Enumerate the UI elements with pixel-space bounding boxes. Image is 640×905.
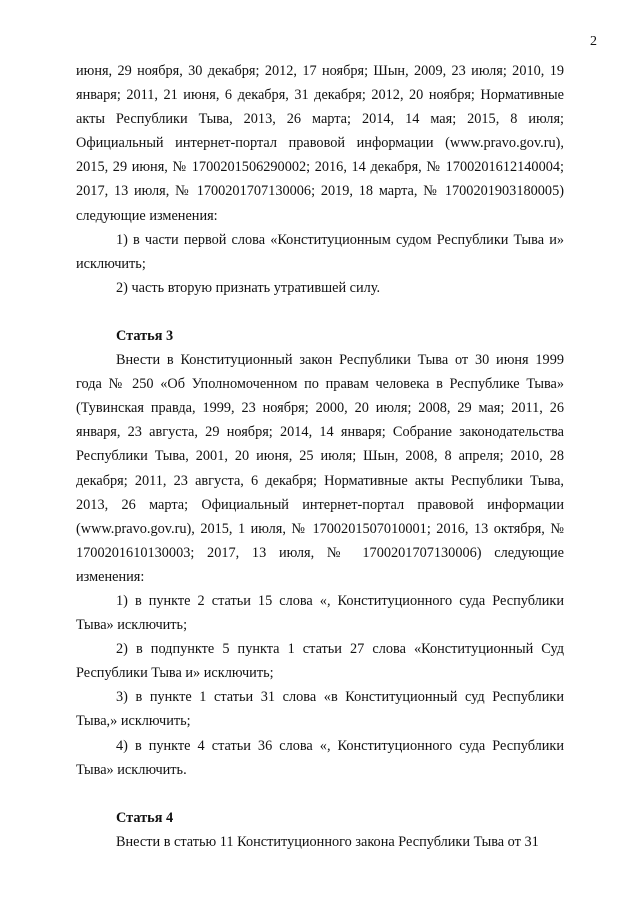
- paragraph: июня, 29 ноября, 30 декабря; 2012, 17 ноября; Шын, 2009, 23 июля; 2010, 19 января; 2011, 21 июня, 6 декабря, 31 декабря; 2012, 20 ноября; Нормативные акты Республики Тыва, 2013, 26 марта; 2014, 14 мая; 2015, 8 июля; Официальный интернет-портал правовой информации (www.pravo.gov.ru), 2015, 29 июня, № 1700201506290002; 2016, 14 декабря, № 1700201612140004; 2017, 13 июля, № 1700201707130006; 2019, 18 марта, № 1700201903180005) следующие изменения:: [76, 63, 564, 224]
- document-body: [76, 59, 564, 854]
- list-item: 1) в части первой слова «Конституционным судом Республики Тыва и» исключить;: [76, 231, 564, 272]
- paragraph: Внести в статью 11 Конституционного закона Республики Тыва от 31: [116, 833, 539, 850]
- page-number: 2: [590, 34, 597, 49]
- list-item: 2) в подпункте 5 пункта 1 статьи 27 слова «Конституционный Суд Республики Тыва и» исключить;: [76, 641, 564, 682]
- list-item: 1) в пункте 2 статьи 15 слова «, Конституционного суда Республики Тыва» исключить;: [76, 592, 564, 634]
- list-item: 2) часть вторую признать утратившей силу.: [116, 279, 381, 296]
- list-item: 3) в пункте 1 статьи 31 слова «в Конституционный суд Республики Тыва,» исключить;: [76, 689, 564, 730]
- paragraph: Внести в Конституционный закон Республики Тыва от 30 июня 1999 года № 250 «Об Уполномоченном по правам человека в Республике Тыва» (Тувинская правда, 1999, 23 ноября; 2000, 20 июля; 2008, 29 мая; 2011, 26 января, 23 августа, 29 ноября; 2014, 14 января; Собрание законодательства Республики Тыва, 2001, 20 июня, 25 июля; Шын, 2008, 8 апреля; 2010, 28 декабря; 2011, 23 августа, 6 декабря; Нормативные акты Республики Тыва, 2013, 26 марта; Официальный интернет-портал правовой информации (www.pravo.gov.ru), 2015, 1 июля, № 1700201507010001; 2016, 13 октября, № 1700201610130003; 2017, 13 июля, № 1700201707130006) следующие изменения:: [76, 352, 564, 585]
- list-item: 4) в пункте 4 статьи 36 слова «, Конституционного суда Республики Тыва» исключить.: [76, 737, 564, 778]
- article-3-heading: Статья 3: [116, 327, 174, 344]
- article-4-heading: Статья 4: [116, 809, 174, 826]
